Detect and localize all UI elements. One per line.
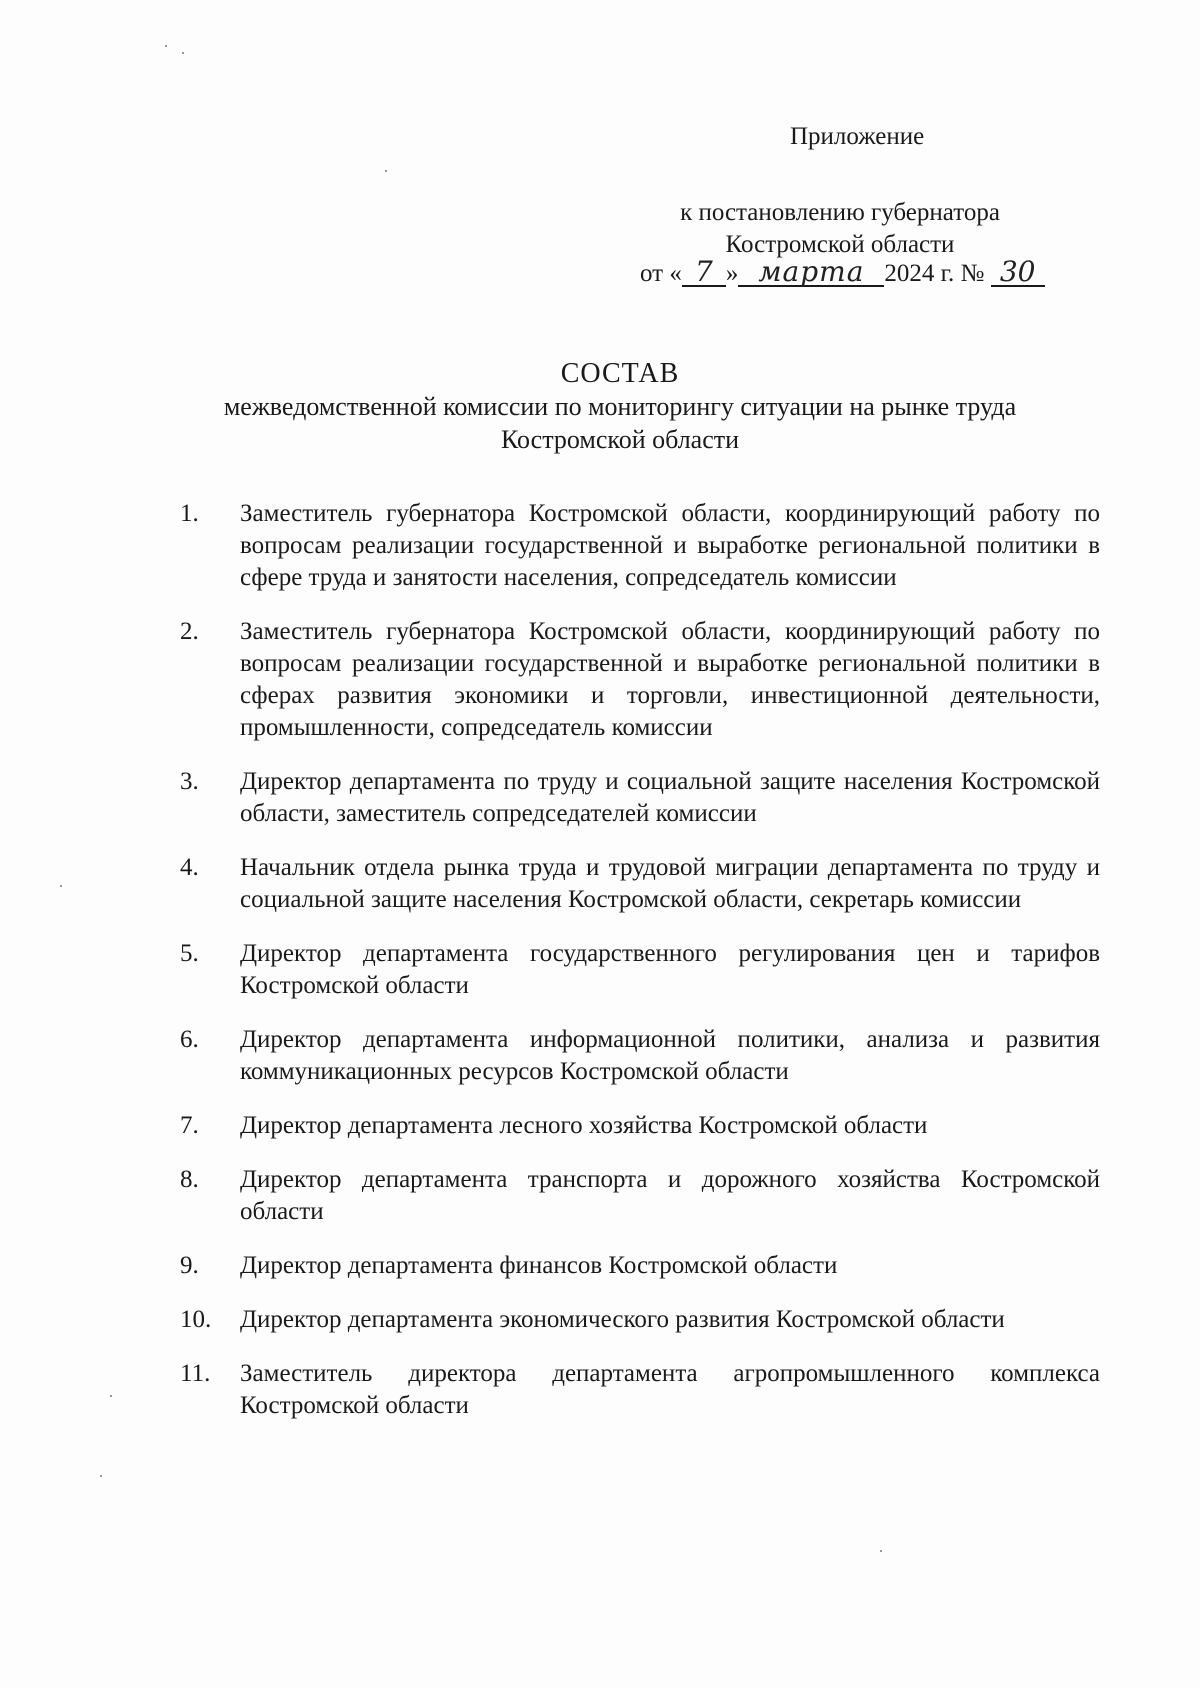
list-item-text: Директор департамента транспорта и дорожного хозяйства Костромской области (240, 1166, 1100, 1225)
appendix-line-2: Костромской области (725, 231, 955, 258)
handwritten-decree-number: 30 (991, 259, 1045, 287)
scan-speck (165, 45, 167, 47)
commission-members-list (180, 498, 1100, 1444)
list-item-text: Директор департамента государственного регулирования цен и тарифов Костромской области (240, 940, 1100, 999)
handwritten-day: 7 (682, 259, 726, 287)
list-item (180, 1164, 1100, 1228)
list-item-number: 1. (180, 500, 199, 527)
scan-speck (182, 52, 184, 54)
list-item (180, 938, 1100, 1002)
list-item-number: 9. (180, 1252, 199, 1279)
list-item (180, 1304, 1100, 1336)
list-item-number: 2. (180, 618, 199, 645)
heading-subtitle-line-1: межведомственной комиссии по мониторингу ситуации на рынке труда (223, 392, 1017, 421)
list-item-number: 7. (180, 1112, 199, 1139)
list-item (180, 1250, 1100, 1282)
list-item-number: 6. (180, 1026, 199, 1053)
appendix-line-1: к постановлению губернатора (680, 199, 1000, 226)
date-mid: » (725, 260, 739, 287)
document-heading (120, 357, 1120, 456)
decree-date-line (640, 255, 1045, 290)
heading-subtitle-line-2: Костромской области (500, 425, 740, 454)
list-item (180, 852, 1100, 916)
date-prefix: от « (640, 260, 682, 287)
scan-speck (385, 170, 387, 172)
list-item-number: 3. (180, 768, 199, 795)
list-item-text: Заместитель директора департамента агропромышленного комплекса Костромской области (240, 1360, 1100, 1419)
list-item (180, 766, 1100, 830)
list-item-text: Директор департамента экономического развития Костромской области (240, 1306, 1005, 1333)
list-item-number: 10. (180, 1306, 212, 1333)
list-item-number: 5. (180, 940, 199, 967)
appendix-reference (620, 197, 1060, 261)
list-item (180, 616, 1100, 744)
list-item (180, 1110, 1100, 1142)
list-item-text: Заместитель губернатора Костромской области, координирующий работу по вопросам реализации государственной и выработке региональной политики в сферах развития экономики и торговли, инвестиционной деятельности, промышленности, сопредседатель комиссии (240, 618, 1100, 741)
handwritten-month: марта (738, 259, 884, 287)
list-item-text: Директор департамента финансов Костромской области (240, 1252, 838, 1279)
list-item-text: Начальник отдела рынка труда и трудовой миграции департамента по труду и социальной защите населения Костромской области, секретарь комиссии (240, 854, 1100, 913)
list-item-number: 11. (180, 1360, 211, 1387)
heading-title: СОСТАВ (560, 358, 680, 389)
scan-speck (100, 1475, 102, 1477)
scan-speck (110, 1395, 112, 1397)
list-item (180, 1024, 1100, 1088)
list-item-text: Директор департамента информационной политики, анализа и развития коммуникационных ресурсов Костромской области (240, 1026, 1100, 1085)
list-item-number: 8. (180, 1166, 199, 1193)
list-item-text: Заместитель губернатора Костромской области, координирующий работу по вопросам реализации государственной и выработке региональной политики в сфере труда и занятости населения, сопредседатель комиссии (240, 500, 1100, 591)
scan-speck (60, 885, 62, 887)
appendix-title: Приложение (790, 123, 925, 150)
list-item-number: 4. (180, 854, 199, 881)
list-item-text: Директор департамента лесного хозяйства Костромской области (240, 1112, 928, 1139)
scan-speck (880, 1550, 882, 1552)
date-year: 2024 г. № (884, 260, 985, 287)
list-item-text: Директор департамента по труду и социальной защите населения Костромской области, заместитель сопредседателей комиссии (240, 768, 1100, 827)
list-item (180, 1358, 1100, 1422)
list-item (180, 498, 1100, 594)
